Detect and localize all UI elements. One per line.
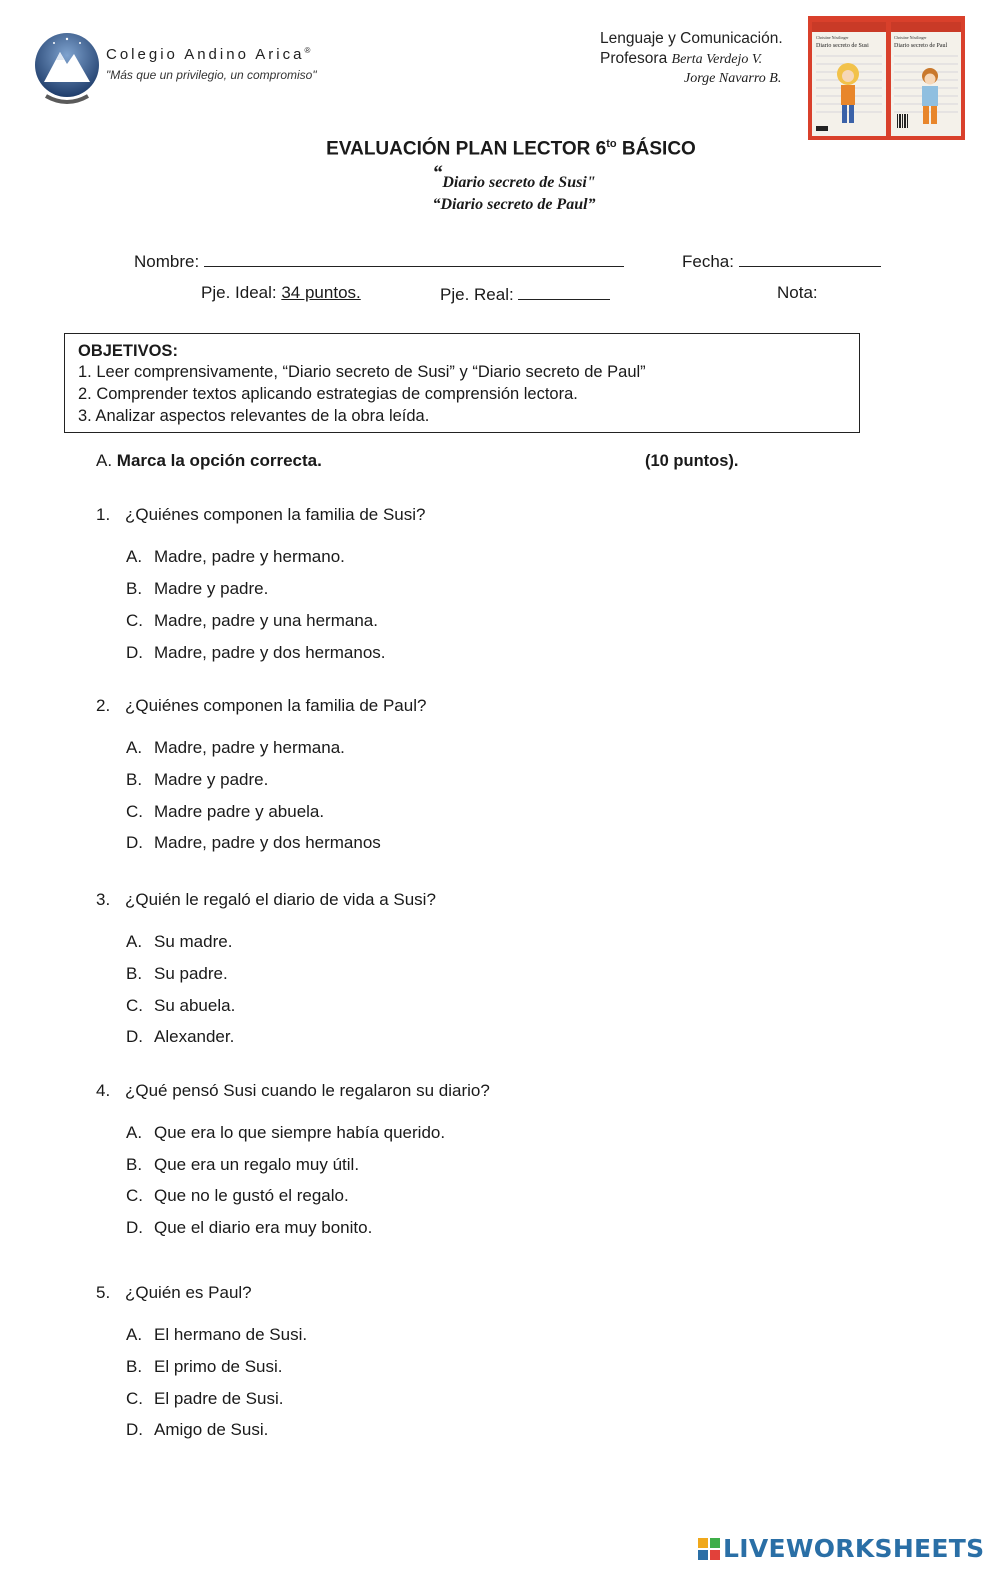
liveworksheets-logo-icon (697, 1537, 721, 1561)
objective-item: 3. Analizar aspectos relevantes de la obra leída. (78, 407, 430, 425)
option-2d[interactable]: D. Madre, padre y dos hermanos (126, 833, 381, 852)
real-score-blank[interactable] (518, 283, 610, 300)
objectives-title: OBJETIVOS: (78, 342, 178, 360)
date-field[interactable] (682, 250, 881, 272)
option-4c[interactable]: C. Que no le gustó el regalo. (126, 1186, 349, 1205)
option-4a[interactable]: A. Que era lo que siempre había querido. (126, 1123, 446, 1142)
teacher-name-1: Berta Verdejo V. (671, 52, 763, 67)
option-5a[interactable]: A. El hermano de Susi. (126, 1325, 308, 1344)
option-3a[interactable]: A. Su madre. (126, 932, 233, 951)
objectives-box (64, 333, 860, 433)
question-2: 2. ¿Quiénes componen la familia de Paul? (96, 696, 427, 715)
name-field[interactable] (134, 250, 624, 272)
question-3: 3. ¿Quién le regaló el diario de vida a Susi? (96, 890, 436, 909)
svg-text:Christine Nöstlinger: Christine Nöstlinger (894, 35, 927, 40)
option-5d[interactable]: D. Amigo de Susi. (126, 1420, 269, 1439)
section-points: (10 puntos). (645, 452, 739, 470)
option-2a[interactable]: A. Madre, padre y hermana. (126, 738, 345, 757)
book-title-susi: “Diario secreto de Susi" (432, 162, 596, 191)
objective-item: 1. Leer comprensivamente, “Diario secreto de Susi” y “Diario secreto de Paul” (78, 363, 646, 381)
teacher-name-2: Jorge Navarro B. (684, 71, 782, 86)
option-3d[interactable]: D. Alexander. (126, 1027, 235, 1046)
cover-paul-title: Diario secreto de Paul (894, 43, 948, 49)
option-4b[interactable]: B. Que era un regalo muy útil. (126, 1155, 360, 1174)
option-2b[interactable]: B. Madre y padre. (126, 770, 269, 789)
school-motto: "Más que un privilegio, un compromiso" (106, 68, 317, 82)
teacher-line: Profesora Berta Verdejo V. (600, 50, 763, 67)
option-4d[interactable]: D. Que el diario era muy bonito. (126, 1218, 373, 1237)
real-score-label: Pje. Real: (440, 285, 514, 304)
option-1b[interactable]: B. Madre y padre. (126, 579, 269, 598)
question-5: 5. ¿Quién es Paul? (96, 1283, 252, 1302)
option-3b[interactable]: B. Su padre. (126, 964, 228, 983)
option-1a[interactable]: A. Madre, padre y hermano. (126, 547, 345, 566)
book-covers-image (808, 16, 965, 140)
cover-susi-title: Diario secreto de Susi (816, 43, 869, 49)
name-label: Nombre: (134, 252, 200, 271)
school-name: Colegio Andino Arica® (106, 46, 311, 63)
ideal-score: Pje. Ideal: 34 puntos. (201, 283, 361, 302)
title-superscript: to (606, 138, 617, 150)
brand-text: LIVEWORKSHEETS (723, 1534, 985, 1563)
real-score-field[interactable] (440, 283, 610, 305)
date-blank[interactable] (739, 250, 881, 267)
subject-label: Lenguaje y Comunicación. (600, 30, 783, 47)
registered-mark: ® (304, 46, 311, 55)
exam-title: EVALUACIÓN PLAN LECTOR $6^{to}$ BÁSICO (326, 138, 696, 160)
option-5b[interactable]: B. El primo de Susi. (126, 1357, 283, 1376)
option-5c[interactable]: C. El padre de Susi. (126, 1389, 284, 1408)
ideal-score-value: 34 puntos. (281, 283, 361, 302)
section-heading: A. Marca la opción correcta. (96, 451, 322, 470)
option-2c[interactable]: C. Madre padre y abuela. (126, 802, 325, 821)
question-4: 4. ¿Qué pensó Susi cuando le regalaron su diario? (96, 1081, 490, 1100)
book-title-paul: “Diario secreto de Paul” (432, 196, 596, 213)
liveworksheets-brand[interactable] (697, 1534, 984, 1564)
option-1d[interactable]: D. Madre, padre y dos hermanos. (126, 643, 386, 662)
question-1: 1. ¿Quiénes componen la familia de Susi? (96, 505, 426, 524)
svg-text:Christine Nöstlinger: Christine Nöstlinger (816, 35, 849, 40)
option-1c[interactable]: C. Madre, padre y una hermana. (126, 611, 378, 630)
name-blank[interactable] (204, 250, 624, 267)
date-label: Fecha: (682, 252, 734, 271)
grade-label: Nota: (777, 283, 818, 302)
school-logo (32, 30, 102, 108)
option-3c[interactable]: C. Su abuela. (126, 996, 236, 1015)
objective-item: 2. Comprender textos aplicando estrategias de comprensión lectora. (78, 385, 578, 403)
